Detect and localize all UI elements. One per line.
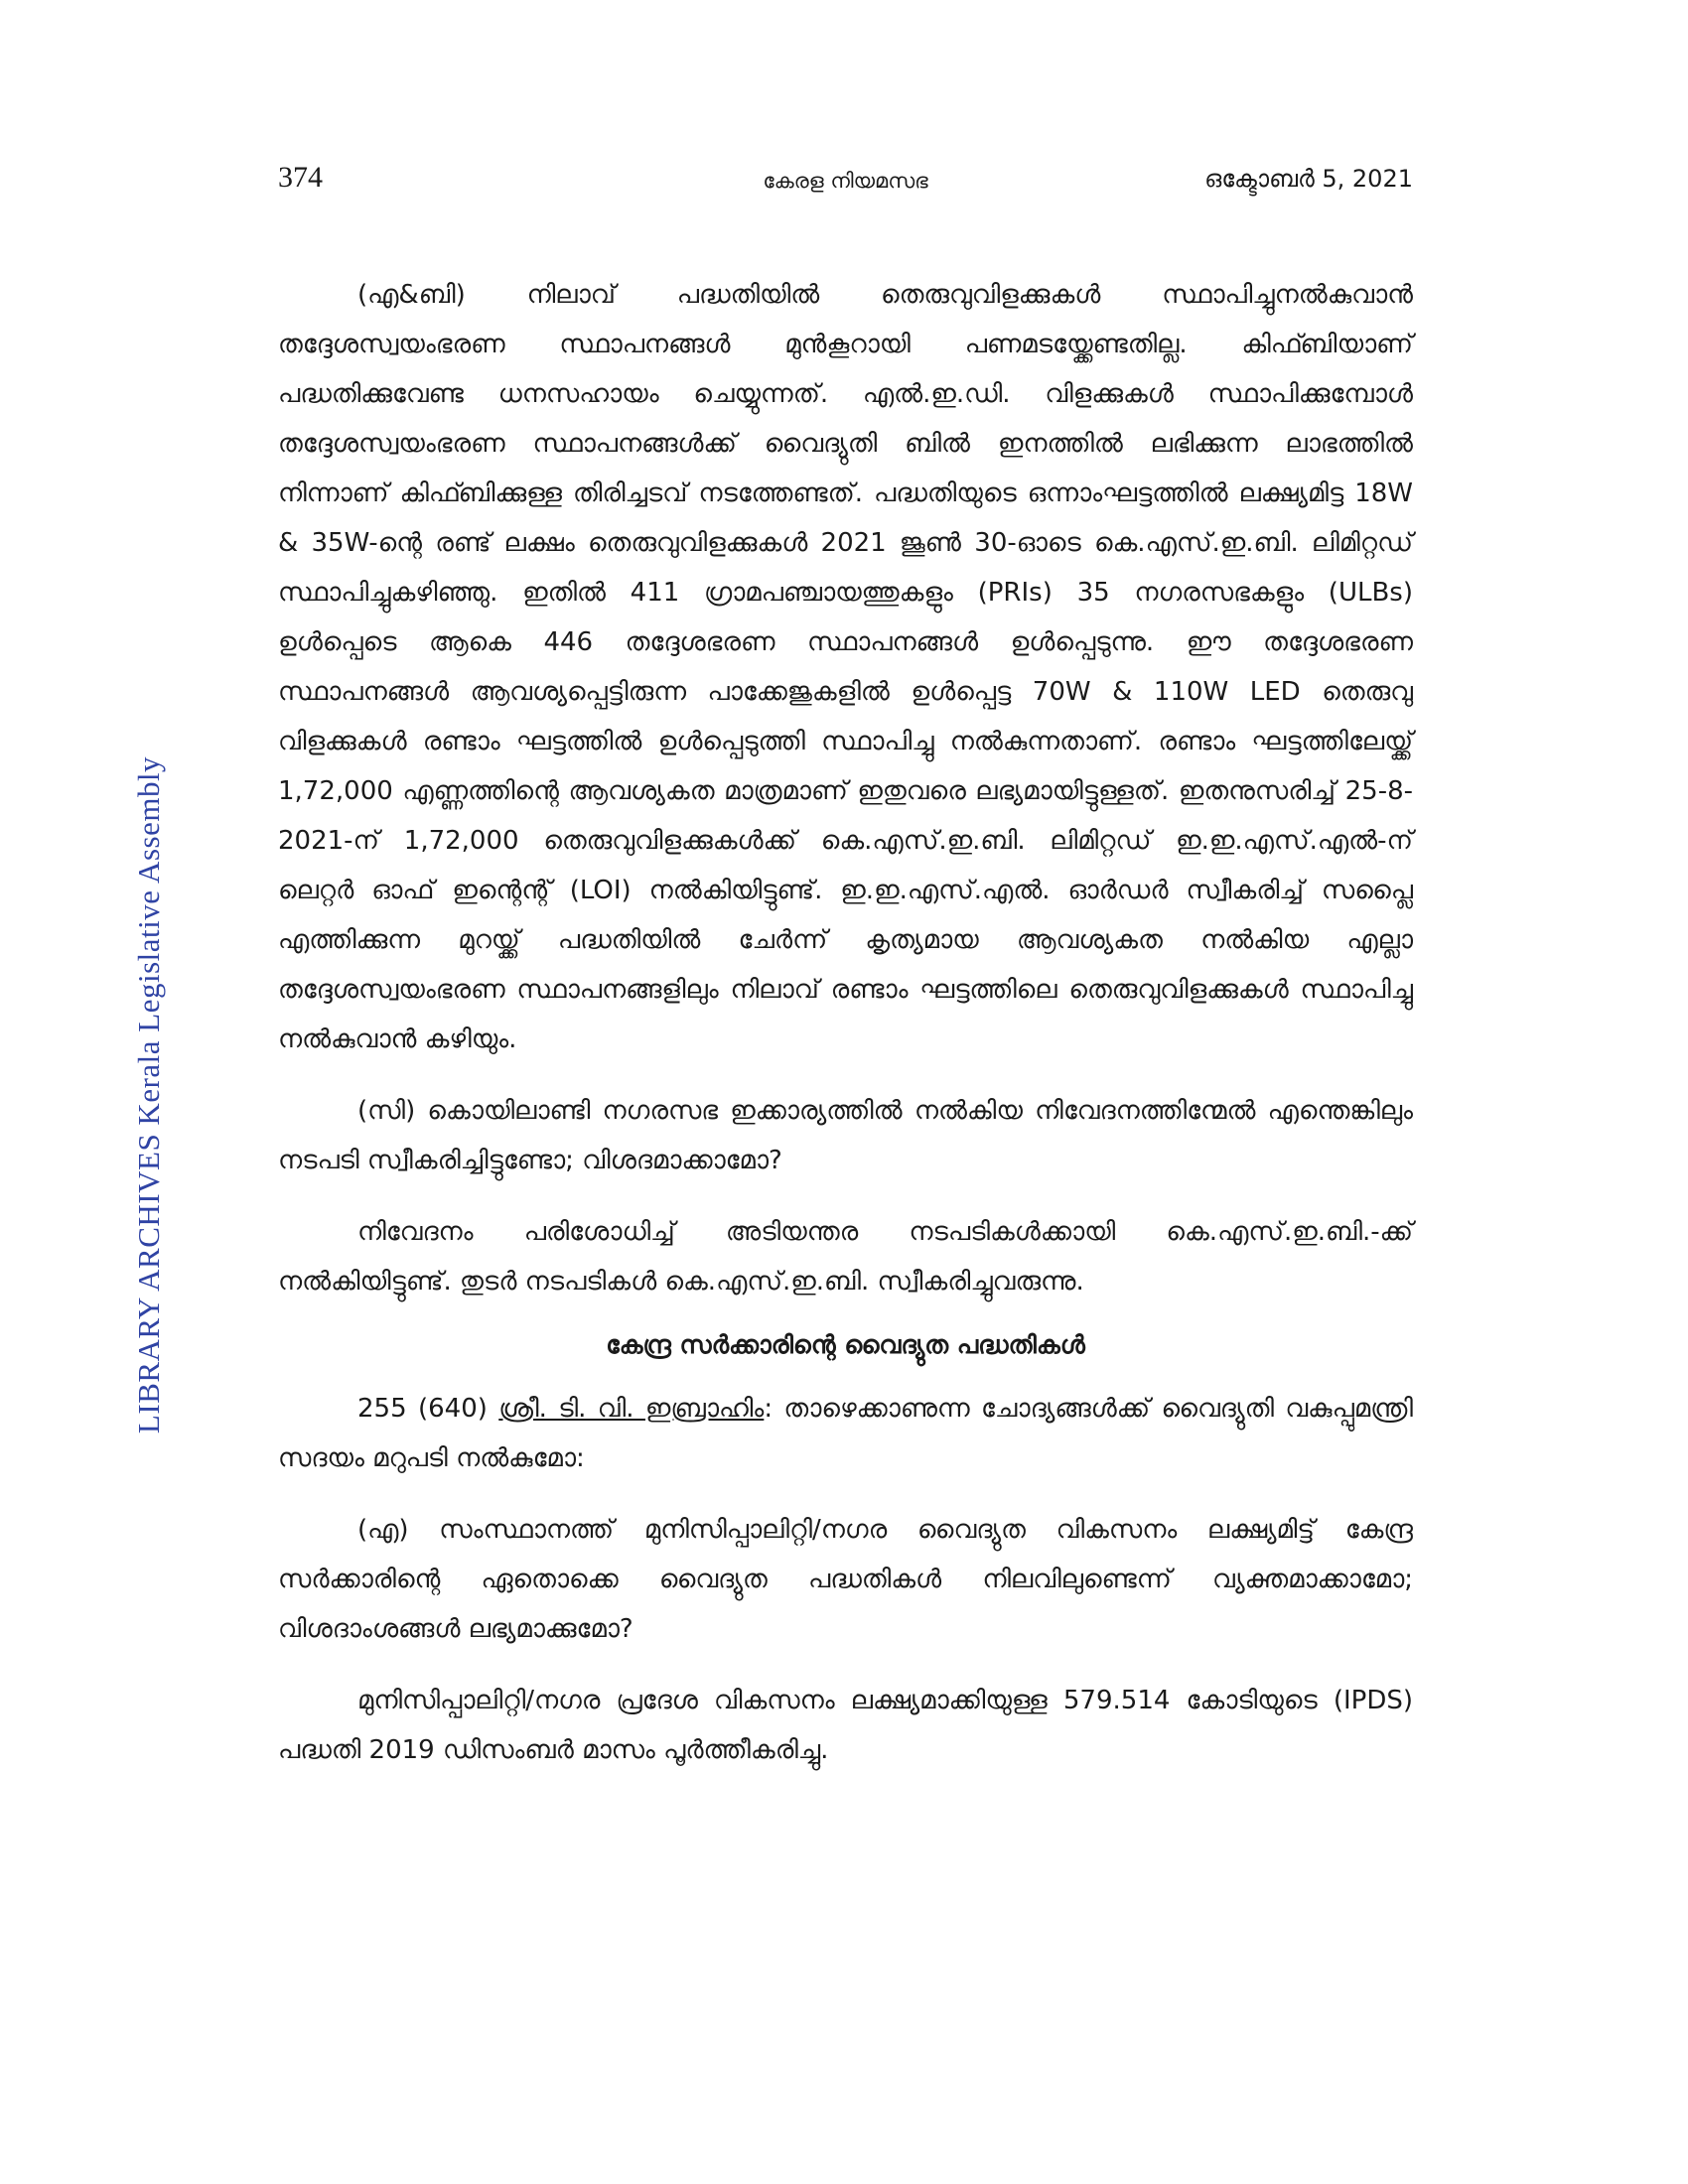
page-body (278, 270, 1413, 1775)
header-date: ഒക്ടോബർ 5, 2021 (1204, 165, 1413, 193)
answer-paragraph-a: മുനിസിപ്പാലിറ്റി/നഗര പ്രദേശ വികസനം ലക്ഷ്യമാക്കിയുള്ള 579.514 കോടിയുടെ (IPDS) പദ്ധതി 2019 ഡിസംബർ മാസം പൂർത്തീകരിച്ചു. (278, 1686, 1413, 1765)
page-number: 374 (278, 161, 323, 194)
question-intro (278, 1384, 1413, 1483)
member-name: ശ്രീ. ടി. വി. ഇബ്രാഹിം (498, 1394, 765, 1424)
running-title: കേരള നിയമസഭ (763, 169, 928, 193)
page-header (278, 161, 1413, 201)
archive-watermark: LIBRARY ARCHIVES Kerala Legislative Assembly (131, 755, 166, 1434)
question-paragraph-c: (സി) കൊയിലാണ്ടി നഗരസഭ ഇക്കാര്യത്തിൽ നൽകിയ നിവേദനത്തിന്മേൽ എന്തെങ്കിലും നടപടി സ്വീകരിച്ചിട്ടുണ്ടോ; വിശദമാക്കാമോ? (278, 1096, 1413, 1175)
answer-paragraph-ab: (എ&ബി) നിലാവ് പദ്ധതിയിൽ തെരുവുവിളക്കുകൾ സ്ഥാപിച്ചുനൽകുവാൻ തദ്ദേശസ്വയംഭരണ സ്ഥാപനങ്ങൾ മുൻകൂറായി പണമടയ്ക്കേണ്ടതില്ല. കിഫ്ബിയാണ് പദ്ധതിക്കുവേണ്ട ധനസഹായം ചെയ്യുന്നത്. എൽ.ഇ.ഡി. വിളക്കുകൾ സ്ഥാപിക്കുമ്പോൾ തദ്ദേശസ്വയംഭരണ സ്ഥാപനങ്ങൾക്ക് വൈദ്യുതി ബിൽ ഇനത്തിൽ ലഭിക്കുന്ന ലാഭത്തിൽ നിന്നാണ് കിഫ്ബിക്കുള്ള തിരിച്ചടവ് നടത്തേണ്ടത്. പദ്ധതിയുടെ ഒന്നാംഘട്ടത്തിൽ ലക്ഷ്യമിട്ട 18W & 35W-ന്റെ രണ്ട് ലക്ഷം തെരുവുവിളക്കുകൾ 2021 ജൂൺ 30-ഓടെ കെ.എസ്.ഇ.ബി. ലിമിറ്റഡ് സ്ഥാപിച്ചുകഴിഞ്ഞു. ഇതിൽ 411 ഗ്രാമപഞ്ചായത്തുകളും (PRIs) 35 നഗരസഭകളും (ULBs) ഉൾപ്പെടെ ആകെ 446 തദ്ദേശഭരണ സ്ഥാപനങ്ങൾ ഉൾപ്പെടുന്നു. ഈ തദ്ദേശഭരണ സ്ഥാപനങ്ങൾ ആവശ്യപ്പെട്ടിരുന്ന പാക്കേജുകളിൽ ഉൾപ്പെട്ട 70W & 110W LED തെരുവു വിളക്കുകൾ രണ്ടാം ഘട്ടത്തിൽ ഉൾപ്പെടുത്തി സ്ഥാപിച്ചു നൽകുന്നതാണ്. രണ്ടാം ഘട്ടത്തിലേയ്ക്ക് 1,72,000 എണ്ണത്തിന്റെ ആവശ്യകത മാത്രമാണ് ഇതുവരെ ലഭ്യമായിട്ടുള്ളത്. ഇതനുസരിച്ച് 25-8-2021-ന് 1,72,000 തെരുവുവിളക്കുകൾക്ക് കെ.എസ്.ഇ.ബി. ലിമിറ്റഡ് ഇ.ഇ.എസ്.എൽ-ന് ലെറ്റർ ഓഫ് ഇന്റെന്റ് (LOI) നൽകിയിട്ടുണ്ട്. ഇ.ഇ.എസ്.എൽ. ഓർഡർ സ്വീകരിച്ച് സപ്ലൈ എത്തിക്കുന്ന മുറയ്ക്ക് പദ്ധതിയിൽ ചേർന്ന് കൃത്യമായ ആവശ്യകത നൽകിയ എല്ലാ തദ്ദേശസ്വയംഭരണ സ്ഥാപനങ്ങളിലും നിലാവ് രണ്ടാം ഘട്ടത്തിലെ തെരുവുവിളക്കുകൾ സ്ഥാപിച്ചു നൽകുവാൻ കഴിയും. (278, 280, 1413, 1054)
question-paragraph-a: (എ) സംസ്ഥാനത്ത് മുനിസിപ്പാലിറ്റി/നഗര വൈദ്യുത വികസനം ലക്ഷ്യമിട്ട് കേന്ദ്ര സർക്കാരിന്റെ ഏതൊക്കെ വൈദ്യുത പദ്ധതികൾ നിലവിലുണ്ടെന്ന് വ്യക്തമാക്കാമോ; വിശദാംശങ്ങൾ ലഭ്യമാക്കുമോ? (278, 1515, 1413, 1644)
question-number: 255 (640) (357, 1394, 488, 1424)
section-heading: കേന്ദ്ര സർക്കാരിന്റെ വൈദ്യുത പദ്ധതികൾ (606, 1330, 1085, 1359)
answer-paragraph-c: നിവേദനം പരിശോധിച്ച് അടിയന്തര നടപടികൾക്കായി കെ.എസ്.ഇ.ബി.-ക്ക് നൽകിയിട്ടുണ്ട്. തുടർ നടപടികൾ കെ.എസ്.ഇ.ബി. സ്വീകരിച്ചുവരുന്നു. (278, 1217, 1413, 1297)
question-intro-text: : താഴെക്കാണുന്ന ചോദ്യങ്ങൾക്ക് വൈദ്യുതി വകുപ്പുമന്ത്രി സദയം മറുപടി നൽകുമോ: (278, 1394, 1414, 1473)
